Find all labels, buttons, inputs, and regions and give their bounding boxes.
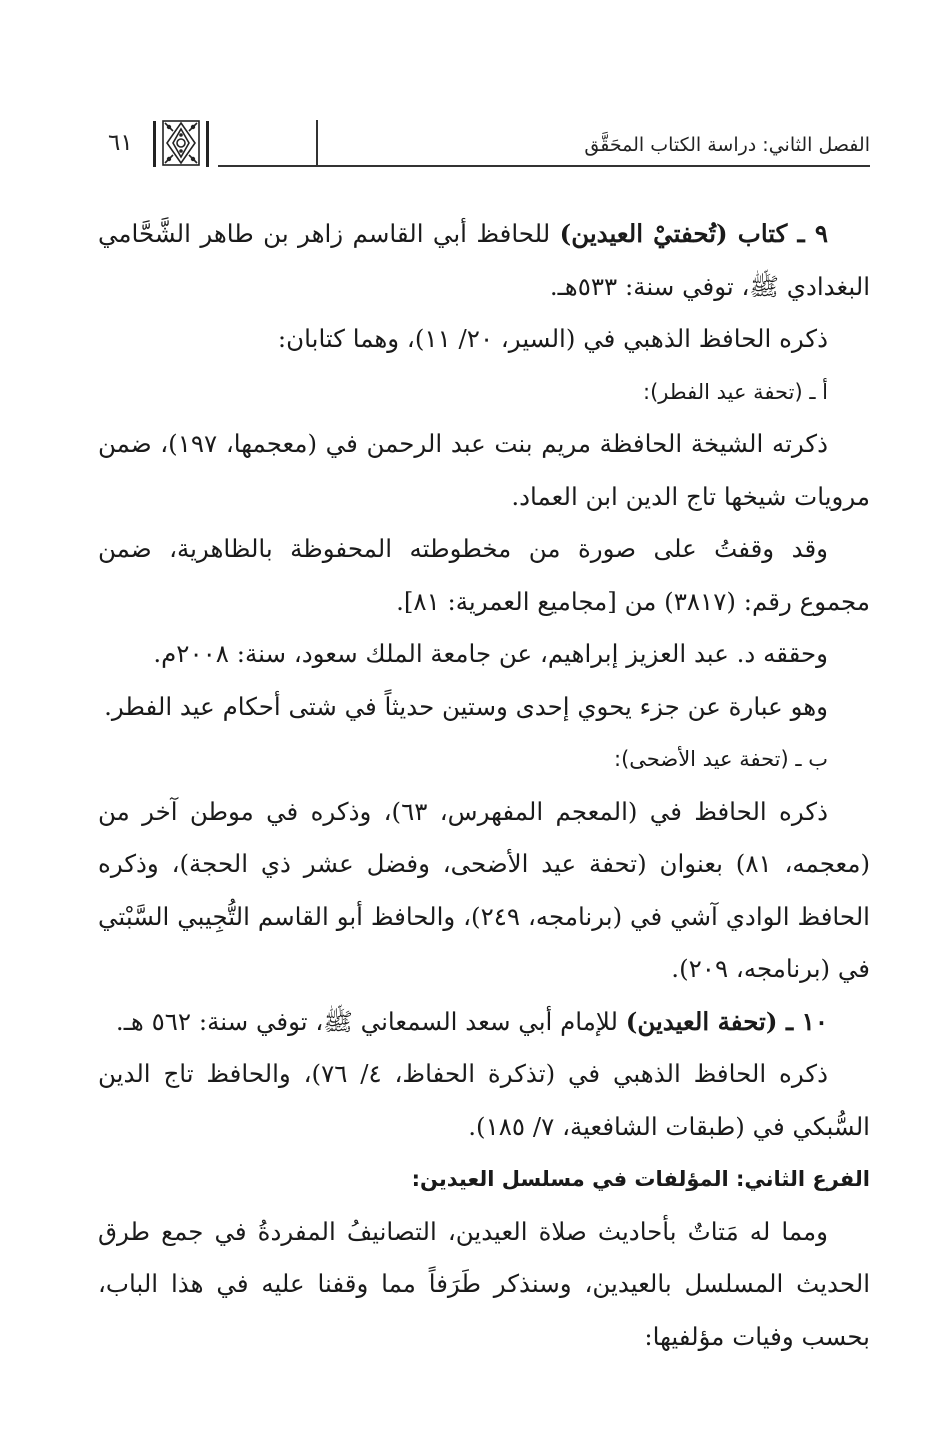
paragraph-text: للحافظ أبي القاسم زاهر بن طاهر الشَّحَّامي البغدادي ﷺ، توفي سنة: ٥٣٣هـ. [98, 219, 870, 301]
paragraph-book-9 [98, 208, 870, 313]
header-divider [316, 120, 318, 167]
paragraph: ومما له مَتاتٌ بأحاديث صلاة العيدين، التصانيفُ المفردةُ في جمع طرق الحديث المسلسل بالعيدين، وسنذكر طَرَفاً مما وقفنا عليه في هذا الباب، بحسب وفيات مؤلفيها: [98, 1216, 870, 1351]
page-header [100, 110, 870, 170]
paragraph: ذكره الحافظ في (المعجم المفهرس، ٦٣)، وذكره في موطن آخر من (معجمه، ٨١) بعنوان (تحفة عيد الأضحى، وفضل عشر ذي الحجة)، وذكره الحافظ الوادي آشي في (برنامجه، ٢٤٩)، والحافظ أبو القاسم التُّجِيبي السَّبْتي في (برنامجه، ٢٠٩). [98, 796, 871, 983]
ornament-icon [153, 115, 209, 167]
paragraph-book-10 [98, 996, 870, 1049]
paragraph: وقد وقفتُ على صورة من مخطوطته المحفوظة بالظاهرية، ضمن مجموع رقم: (٣٨١٧) من [مجاميع العمرية: ٨١]. [98, 534, 870, 616]
chapter-title: الفصل الثاني: دراسة الكتاب المحَقَّق [584, 134, 870, 156]
page-number: ٦١ [108, 130, 133, 156]
paragraph: ذكره الحافظ الذهبي في (السير، ٢٠/ ١١)، وهما كتابان: [277, 324, 828, 353]
paragraph: ذكره الحافظ الذهبي في (تذكرة الحفاظ، ٤/ ٧٦)، والحافظ تاج الدين السُّبكي في (طبقات الشافعية، ٧/ ١٨٥). [98, 1059, 870, 1141]
book-title: ١٠ ـ (تحفة العيدين) [625, 1006, 828, 1036]
subheading: ب ـ (تحفة عيد الأضحى): [614, 747, 828, 771]
paragraph-text: للإمام أبي سعد السمعاني ﷺ، توفي سنة: ٥٦٢ هـ. [115, 1006, 626, 1036]
paragraph: وهو عبارة عن جزء يحوي إحدى وستين حديثاً في شتى أحكام عيد الفطر. [104, 691, 828, 721]
paragraph: وحققه د. عبد العزيز إبراهيم، عن جامعة الملك سعود، سنة: ٢٠٠٨م. [153, 639, 828, 668]
book-title: ٩ ـ كتاب (تُحفتيْ العيدين) [559, 219, 828, 248]
page-body [98, 208, 870, 1363]
paragraph: ذكرته الشيخة الحافظة مريم بنت عبد الرحمن في (معجمها، ١٩٧)، ضمن مرويات شيخها تاج الدين ابن العماد. [98, 429, 870, 511]
subheading: أ ـ (تحفة عيد الفطر): [643, 379, 828, 404]
section-heading: الفرع الثاني: المؤلفات في مسلسل العيدين: [411, 1167, 870, 1191]
